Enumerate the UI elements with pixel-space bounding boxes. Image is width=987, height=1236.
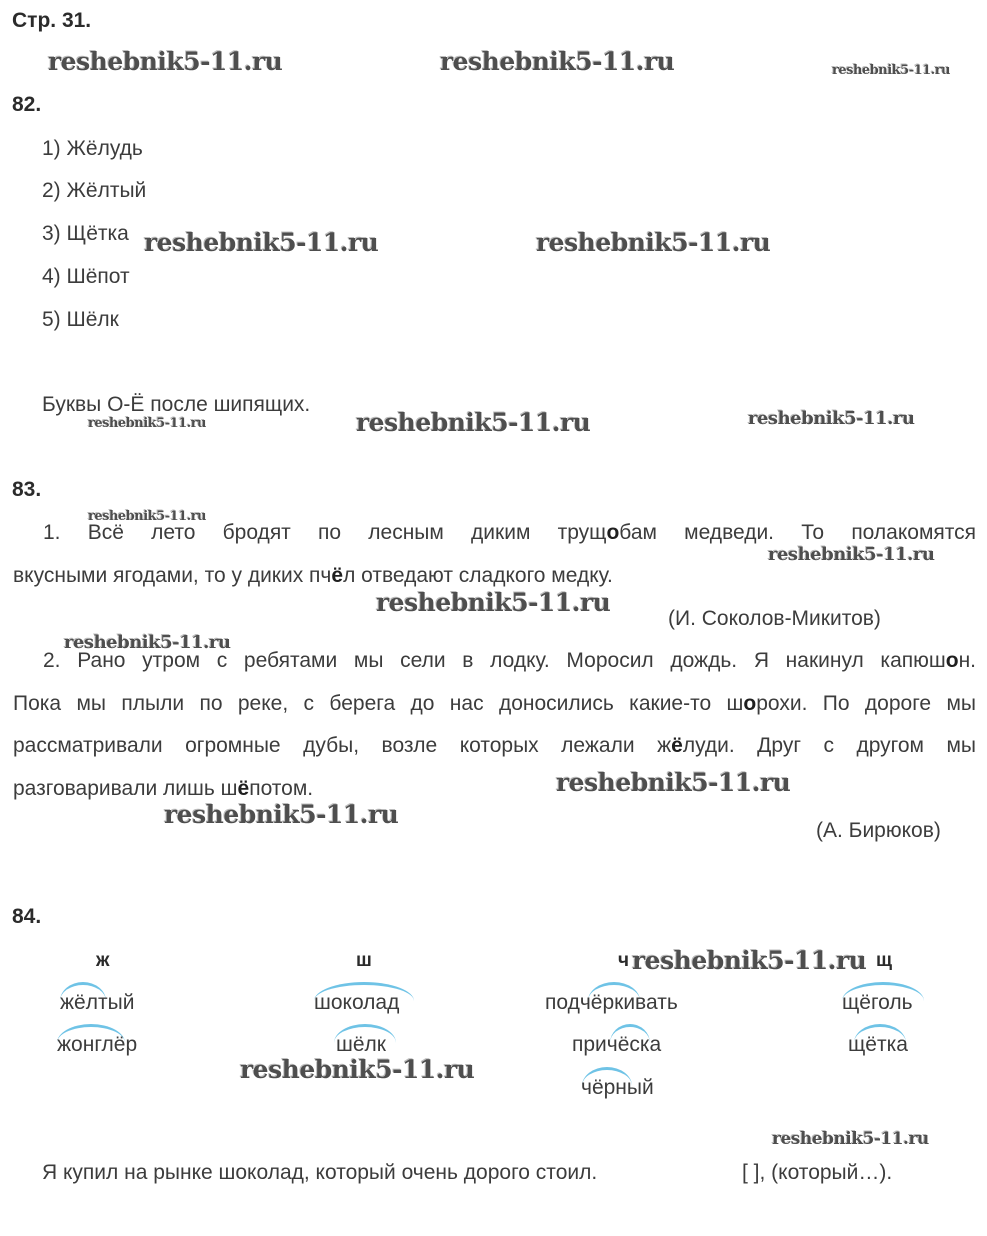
word: шёлк xyxy=(336,1033,386,1056)
watermark: reshebnik5-11.ru xyxy=(164,800,399,829)
list-item: 3) Щётка xyxy=(42,222,129,245)
word: жёлтый xyxy=(60,991,135,1014)
word: жонглёр xyxy=(57,1033,138,1056)
author-citation: (А. Бирюков) xyxy=(816,819,941,842)
watermark: reshebnik5-11.ru xyxy=(48,47,283,76)
exercise-82-number: 82. xyxy=(12,93,42,116)
example-sentence: Я купил на рынке шоколад, который очень дорого стоил. xyxy=(42,1161,598,1184)
exercise-84-number: 84. xyxy=(12,905,42,928)
paragraph-line: вкусными ягодами, то у диких пчёл отведают сладкого медку. xyxy=(13,564,613,587)
watermark: reshebnik5-11.ru xyxy=(772,1129,929,1149)
watermark: reshebnik5-11.ru xyxy=(748,408,915,429)
sentence-scheme: [ ], (который…). xyxy=(742,1161,893,1184)
column-label: щ xyxy=(876,950,893,971)
word: причёска xyxy=(572,1033,662,1056)
watermark: reshebnik5-11.ru xyxy=(440,47,675,76)
watermark: reshebnik5-11.ru xyxy=(356,408,591,437)
word: подчёркивать xyxy=(545,991,678,1014)
column-label: ч xyxy=(618,950,630,971)
column-label: ш xyxy=(356,950,372,971)
watermark: reshebnik5-11.ru xyxy=(88,416,207,431)
watermark: reshebnik5-11.ru xyxy=(64,632,231,653)
word: чёрный xyxy=(581,1076,654,1099)
watermark: reshebnik5-11.ru xyxy=(376,588,611,617)
paragraph-line: 2. Рано утром с ребятами мы сели в лодку. Моросил дождь. Я накинул капюшон. xyxy=(43,649,976,672)
watermark: reshebnik5-11.ru xyxy=(556,768,791,797)
paragraph-line: разговаривали лишь шёпотом. xyxy=(13,777,314,800)
rule-text: Буквы О-Ё после шипящих. xyxy=(42,393,311,416)
page-reference: Стр. 31. xyxy=(12,9,92,32)
watermark: reshebnik5-11.ru xyxy=(632,946,867,975)
list-item: 5) Шёлк xyxy=(42,308,119,331)
watermark: reshebnik5-11.ru xyxy=(536,228,771,257)
watermark: reshebnik5-11.ru xyxy=(144,228,379,257)
word: щёголь xyxy=(842,991,913,1014)
list-item: 2) Жёлтый xyxy=(42,179,147,202)
author-citation: (И. Соколов-Микитов) xyxy=(668,607,881,630)
paragraph-line: Пока мы плыли по реке, с берега до нас доносились какие-то шорохи. По дороге мы xyxy=(13,692,976,715)
word: щётка xyxy=(848,1033,908,1056)
watermark: reshebnik5-11.ru xyxy=(832,63,951,78)
watermark: reshebnik5-11.ru xyxy=(240,1055,475,1084)
watermark: reshebnik5-11.ru xyxy=(88,509,207,524)
paragraph-line: 1. Всё лето бродят по лесным диким трущобам медведи. То полакомятся xyxy=(43,521,977,544)
word: шоколад xyxy=(314,991,400,1014)
list-item: 1) Жёлудь xyxy=(42,137,143,160)
watermark: reshebnik5-11.ru xyxy=(768,544,935,565)
list-item: 4) Шёпот xyxy=(42,265,130,288)
column-label: ж xyxy=(96,950,110,971)
paragraph-line: рассматривали огромные дубы, возле которых лежали жёлуди. Друг с другом мы xyxy=(13,734,976,757)
exercise-83-number: 83. xyxy=(12,478,42,501)
